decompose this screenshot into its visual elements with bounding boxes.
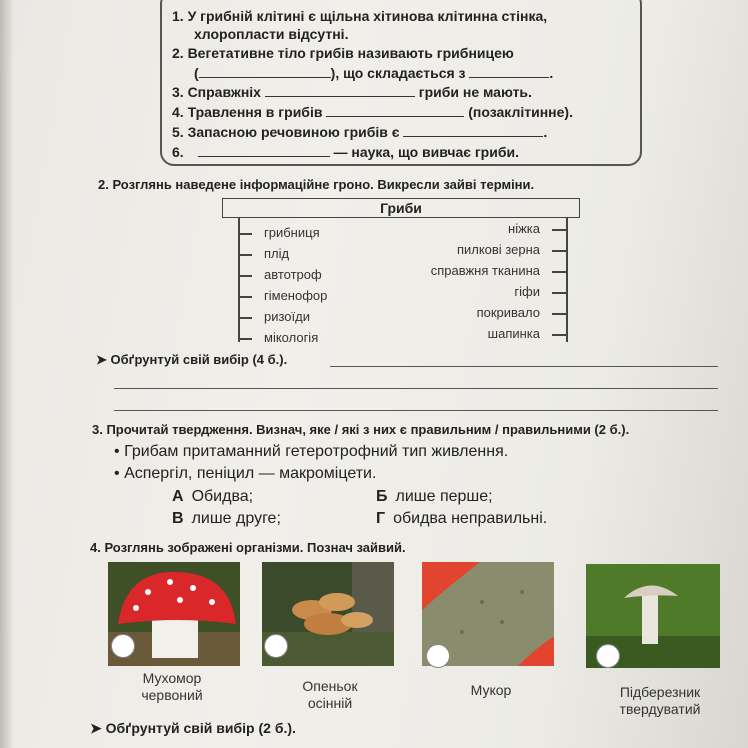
arrow-icon: ➤ — [90, 720, 102, 736]
select-circle[interactable] — [596, 644, 620, 668]
page-edge-shadow — [0, 0, 14, 748]
arrow-icon: ➤ — [96, 352, 107, 367]
select-circle[interactable] — [111, 634, 135, 658]
blank-2b[interactable] — [469, 64, 549, 78]
left-tick — [238, 233, 252, 235]
left-tick — [238, 296, 252, 298]
term-right[interactable]: справжня тканина — [430, 263, 540, 278]
task1-line3: 3. Справжніх гриби не мають. — [172, 84, 532, 100]
task4-title: 4. Розглянь зображені організми. Познач зайвий. — [90, 540, 406, 555]
answer-line[interactable] — [114, 410, 718, 411]
cluster-right-line — [566, 218, 568, 342]
task2-justify: ➤ Обґрунтуй свій вибір (4 б.). — [96, 352, 288, 367]
bullet-icon: • — [114, 443, 120, 460]
term-right[interactable]: ніжка — [508, 221, 540, 236]
task1-line1b: хлоропласти відсутні. — [194, 26, 349, 42]
task1-line4: 4. Травлення в грибів (позаклітинне). — [172, 104, 573, 120]
caption-mucor: Мукор — [470, 682, 512, 698]
task1-line2a: 2. Вегетативне тіло грибів називають грибницею — [172, 45, 514, 61]
task2-title: 2. Розглянь наведене інформаційне гроно. Викресли зайві терміни. — [98, 177, 535, 192]
task1-line1a: 1. У грибній клітині є щільна хітинова клітинна стінка, — [172, 8, 548, 24]
term-left[interactable]: автотроф — [264, 267, 322, 282]
task3-title: 3. Прочитай твердження. Визнач, яке / які з них є правильним / правильними (2 б.). — [92, 422, 630, 437]
select-circle[interactable] — [264, 634, 288, 658]
term-left[interactable]: грибниця — [264, 225, 320, 240]
blank-3[interactable] — [265, 83, 415, 97]
task4-justify: ➤ Обґрунтуй свій вибір (2 б.). — [90, 720, 296, 736]
right-tick — [552, 313, 566, 315]
task1-line2b: ( ), що складається з . — [194, 65, 554, 81]
task1-line5: 5. Запасною речовиною грибів є . — [172, 124, 548, 140]
term-left[interactable]: гіменофор — [264, 288, 328, 303]
statement-1: • Грибам притаманний гетеротрофний тип живлення. — [114, 443, 509, 460]
term-right[interactable]: шапинка — [487, 326, 540, 341]
term-right[interactable]: пилкові зерна — [456, 242, 540, 257]
task1-line6: 6. — наука, що вивчає гриби. — [172, 144, 519, 160]
right-tick — [552, 271, 566, 273]
right-tick — [552, 250, 566, 252]
blank-2a[interactable] — [199, 64, 331, 78]
option-b[interactable]: Б лише перше; — [376, 488, 493, 505]
term-right[interactable]: покривало — [476, 305, 540, 320]
caption-honey-fungus: Опеньок осінній — [302, 678, 358, 711]
caption-fly-agaric: Мухомор червоний — [141, 670, 203, 703]
cluster-head: Гриби — [222, 198, 580, 218]
statement-2: • Аспергіл, пеніцил — макроміцети. — [114, 465, 377, 482]
blank-6[interactable] — [198, 143, 330, 157]
bullet-icon: • — [114, 465, 120, 482]
right-tick — [552, 292, 566, 294]
blank-4[interactable] — [326, 103, 464, 117]
option-a[interactable]: А Обидва; — [172, 488, 254, 505]
right-tick — [552, 334, 566, 336]
option-g[interactable]: Г обидва неправильні. — [376, 510, 548, 527]
answer-line[interactable] — [114, 388, 718, 389]
answer-line[interactable] — [330, 366, 718, 367]
term-left[interactable]: ризоїди — [264, 309, 310, 324]
option-v[interactable]: В лише друге; — [172, 510, 281, 527]
left-tick — [238, 254, 252, 256]
cluster-left-line — [238, 218, 240, 342]
term-right[interactable]: гіфи — [514, 284, 540, 299]
term-left[interactable]: мікологія — [264, 330, 319, 345]
left-tick — [238, 317, 252, 319]
right-tick — [552, 229, 566, 231]
blank-5[interactable] — [403, 123, 543, 137]
caption-birch-bolete: Підберезник твердуватий — [619, 684, 701, 717]
term-left[interactable]: плід — [264, 246, 290, 261]
left-tick — [238, 338, 252, 340]
left-tick — [238, 275, 252, 277]
select-circle[interactable] — [426, 644, 450, 668]
